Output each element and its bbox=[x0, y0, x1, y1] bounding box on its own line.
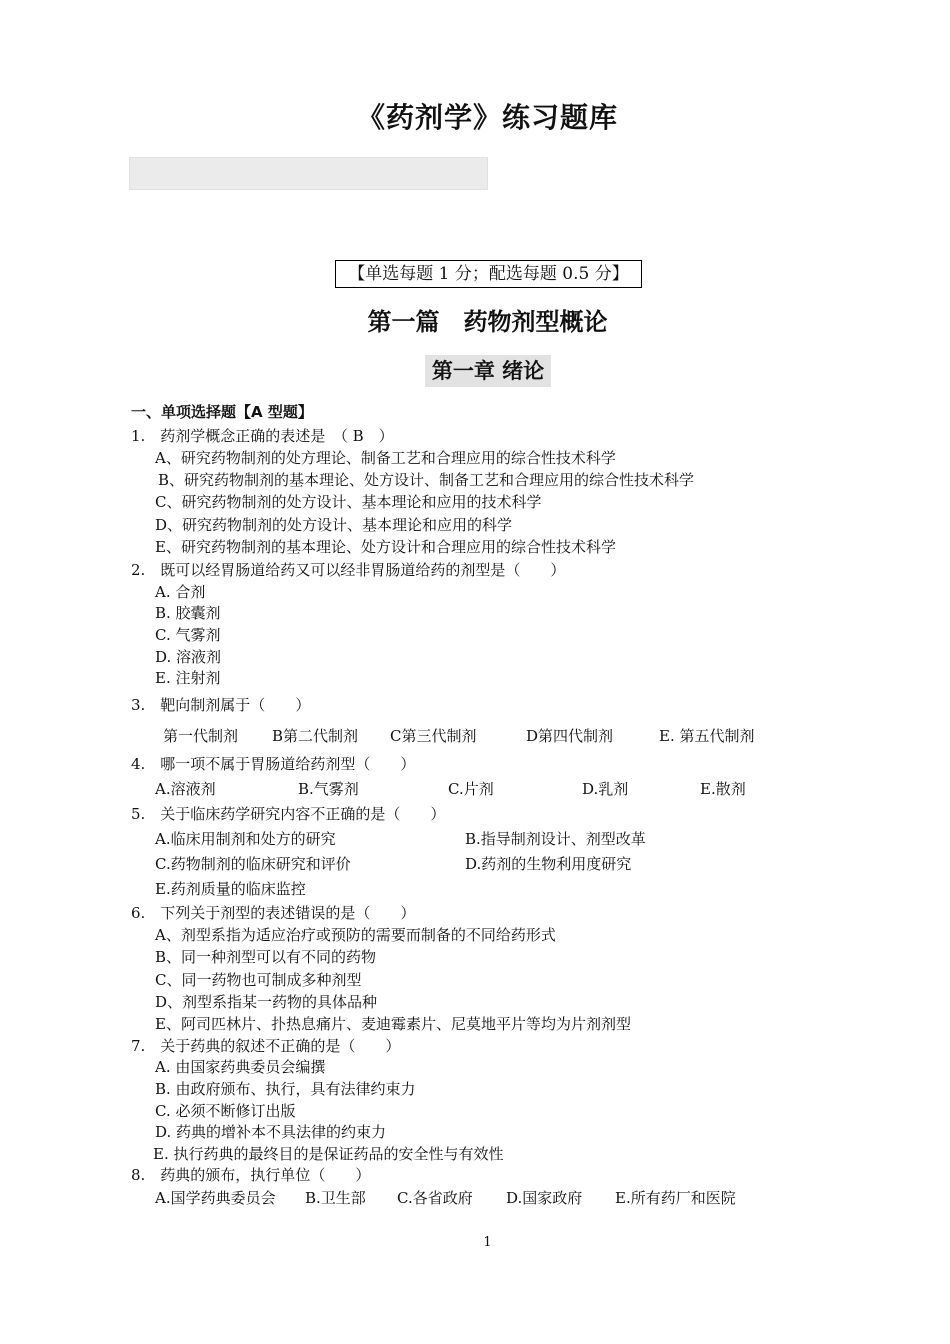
question-1-option-c: C、研究药物制剂的处方设计、基本理论和应用的技术科学 bbox=[155, 493, 542, 511]
question-5-option-a: A.临床用制剂和处方的研究 bbox=[155, 830, 336, 848]
question-4-option-c: C.片剂 bbox=[448, 780, 494, 798]
question-1-option-d: D、研究药物制剂的处方设计、基本理论和应用的科学 bbox=[155, 516, 513, 534]
part-title: 第一篇 药物剂型概论 bbox=[367, 308, 608, 336]
question-2-option-b: B. 胶囊剂 bbox=[155, 604, 221, 622]
question-5-option-c: C.药物制剂的临床研究和评价 bbox=[155, 855, 351, 873]
question-6-option-b: B、同一种剂型可以有不同的药物 bbox=[155, 948, 377, 966]
page-number: 1 bbox=[483, 1235, 492, 1250]
question-1-option-b: B、研究药物制剂的基本理论、处方设计、制备工艺和合理应用的综合性技术科学 bbox=[158, 471, 695, 489]
question-7-option-d: D. 药典的增补本不具法律的约束力 bbox=[155, 1123, 387, 1141]
question-5-option-b: B.指导制剂设计、剂型改革 bbox=[465, 830, 646, 848]
question-5-option-e: E.药剂质量的临床监控 bbox=[155, 880, 306, 898]
chapter-title: 第一章 绪论 bbox=[425, 355, 551, 387]
question-2-stem: 2. 既可以经胃肠道给药又可以经非胃肠道给药的剂型是（ ） bbox=[131, 561, 566, 579]
question-8-option-d: D.国家政府 bbox=[506, 1189, 583, 1207]
question-3-option-e: E. 第五代制剂 bbox=[659, 727, 755, 745]
question-8-option-a: A.国学药典委员会 bbox=[155, 1189, 276, 1207]
section-title: 一、单项选择题【A 型题】 bbox=[131, 403, 313, 421]
question-2-option-d: D. 溶液剂 bbox=[155, 648, 222, 666]
question-3-stem: 3. 靶向制剂属于（ ） bbox=[131, 696, 311, 714]
question-3-option-c: C第三代制剂 bbox=[390, 727, 477, 745]
redacted-bar bbox=[129, 157, 488, 190]
question-3-option-a: 第一代制剂 bbox=[163, 727, 239, 745]
question-1-option-a: A、研究药物制剂的处方理论、制备工艺和合理应用的综合性技术科学 bbox=[155, 449, 616, 467]
question-1-stem: 1. 药剂学概念正确的表述是 （ B ） bbox=[131, 427, 394, 445]
question-2-option-a: A. 合剂 bbox=[155, 583, 206, 601]
question-2-option-c: C. 气雾剂 bbox=[155, 626, 221, 644]
question-6-option-e: E、阿司匹林片、扑热息痛片、麦迪霉素片、尼莫地平片等均为片剂剂型 bbox=[155, 1015, 631, 1033]
question-7-stem: 7. 关于药典的叙述不正确的是（ ） bbox=[131, 1037, 401, 1055]
question-3-option-d: D第四代制剂 bbox=[526, 727, 614, 745]
question-4-stem: 4. 哪一项不属于胃肠道给药剂型（ ） bbox=[131, 755, 416, 773]
document-title: 《药剂学》练习题库 bbox=[356, 101, 618, 134]
question-3-option-b: B第二代制剂 bbox=[272, 727, 359, 745]
question-8-option-c: C.各省政府 bbox=[397, 1189, 473, 1207]
question-4-option-d: D.乳剂 bbox=[582, 780, 629, 798]
question-6-stem: 6. 下列关于剂型的表述错误的是（ ） bbox=[131, 904, 416, 922]
question-5-stem: 5. 关于临床药学研究内容不正确的是（ ） bbox=[131, 805, 446, 823]
question-1-option-e: E、研究药物制剂的基本理论、处方设计和合理应用的综合性技术科学 bbox=[155, 538, 616, 556]
question-7-option-c: C. 必须不断修订出版 bbox=[155, 1102, 296, 1120]
question-2-option-e: E. 注射剂 bbox=[155, 669, 221, 687]
question-6-option-a: A、剂型系指为适应治疗或预防的需要而制备的不同给药形式 bbox=[155, 926, 556, 944]
question-7-option-a: A. 由国家药典委员会编撰 bbox=[155, 1058, 326, 1076]
question-8-stem: 8. 药典的颁布，执行单位（ ） bbox=[131, 1166, 371, 1184]
question-7-option-b: B. 由政府颁布、执行，具有法律约束力 bbox=[155, 1080, 416, 1098]
question-7-option-e: E. 执行药典的最终目的是保证药品的安全性与有效性 bbox=[153, 1145, 504, 1163]
question-4-option-b: B.气雾剂 bbox=[298, 780, 359, 798]
question-6-option-c: C、同一药物也可制成多种剂型 bbox=[155, 971, 362, 989]
question-4-option-a: A.溶液剂 bbox=[155, 780, 216, 798]
question-4-option-e: E.散剂 bbox=[700, 780, 746, 798]
question-6-option-d: D、剂型系指某一药物的具体品种 bbox=[155, 993, 378, 1011]
score-note: 【单选每题 1 分；配选每题 0.5 分】 bbox=[335, 260, 642, 288]
question-8-option-b: B.卫生部 bbox=[305, 1189, 366, 1207]
question-5-option-d: D.药剂的生物利用度研究 bbox=[465, 855, 632, 873]
question-8-option-e: E.所有药厂和医院 bbox=[615, 1189, 736, 1207]
